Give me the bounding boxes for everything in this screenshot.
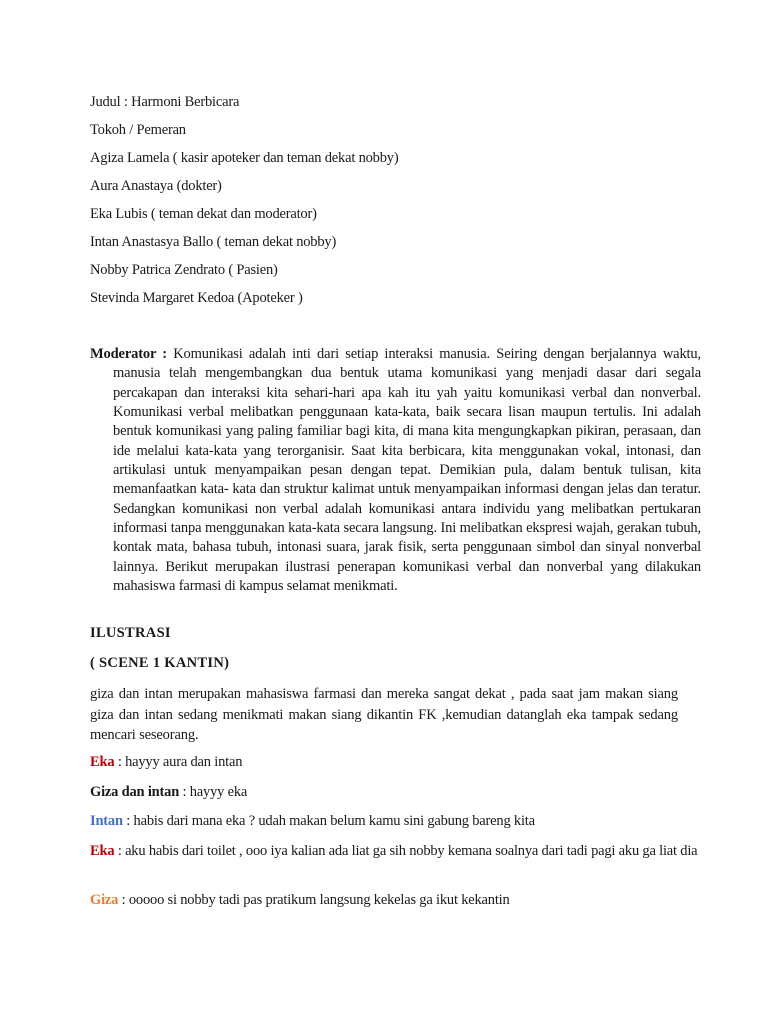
cast-item: Eka Lubis ( teman dekat dan moderator) [90,206,317,222]
title-line: Judul : Harmoni Berbicara [90,94,240,110]
dialog-speaker: Eka [90,754,115,770]
cast-item: Agiza Lamela ( kasir apoteker dan teman dekat nobby) [90,150,399,166]
dialog-speaker: Giza [90,892,119,908]
cast-item: Stevinda Margaret Kedoa (Apoteker ) [90,290,303,306]
moderator-paragraph [90,345,701,596]
moderator-label: Moderator : [90,346,167,362]
moderator-text: Komunikasi adalah inti dari setiap interaksi manusia. Seiring dengan berjalannya waktu, manusia telah mengembangkan dua bentuk utama komunikasi yang menjadi dasar dari segala percakapan dan interaksi kita sehari-hari apa kah itu yah yaitu komunikasi verbal dan nonverbal. Komunikasi verbal melibatkan penggunaan kata-kata, baik secara lisan maupun tertulis. Ini adalah bentuk komunikasi yang paling familiar bagi kita, di mana kita mengungkapkan pikiran, perasaan, dan ide melalui kata-kata yang terorganisir. Saat kita berbicara, kita menggunakan vokal, intonasi, dan artikulasi untuk menyampaikan pesan dengan tepat. Demikian pula, dalam bentuk tulisan, kita memanfaatkan kata- kata dan struktur kalimat untuk menyampaikan informasi dengan jelas dan teratur. Sedangkan komunikasi non verbal adalah komunikasi antara individu yang melibatkan pertukaran informasi tanpa menggunakan kata-kata secara langsung. Ini melibatkan ekspresi wajah, gerakan tubuh, kontak mata, bahasa tubuh, intonasi suara, jarak fisik, serta penggunaan simbol dan sinyal nonverbal lainnya. Berikut merupakan ilustrasi penerapan komunikasi verbal dan nonverbal yang dilakukan mahasiswa farmasi di kampus selamat menikmati. [113,346,701,595]
dialog-speaker: Eka [90,843,115,859]
dialog-line [90,890,701,911]
scene-paragraph: giza dan intan merupakan mahasiswa farmasi dan mereka sangat dekat , pada saat jam makan siang giza dan intan sedang menikmati makan siang dikantin FK ,kemudian datanglah eka tampak sedang mencari seseorang. [90,686,678,744]
dialog-text: : ooooo si nobby tadi pas pratikum langsung kekelas ga ikut kekantin [118,892,510,908]
dialog-line [90,752,701,773]
cast-heading: Tokoh / Pemeran [90,122,186,138]
dialog-line [90,782,701,803]
cast-item: Aura Anastaya (dokter) [90,178,222,194]
dialog-line [90,841,701,862]
dialog-text: : hayyy aura dan intan [114,754,243,770]
cast-item: Intan Anastasya Ballo ( teman dekat nobby) [90,234,337,250]
dialog-text: : hayyy eka [179,784,248,800]
dialog-speaker: Intan [90,813,123,829]
cast-item: Nobby Patrica Zendrato ( Pasien) [90,262,278,278]
dialog-line [90,811,701,832]
dialog-speaker: Giza dan intan [90,784,180,800]
scene-heading: ( SCENE 1 KANTIN) [90,655,230,671]
ilustrasi-heading: ILUSTRASI [90,625,171,641]
dialog-text: : aku habis dari toilet , ooo iya kalian ada liat ga sih nobby kemana soalnya dari tadi pagi aku ga liat dia [114,843,698,859]
dialog-text: : habis dari mana eka ? udah makan belum kamu sini gabung bareng kita [122,813,535,829]
